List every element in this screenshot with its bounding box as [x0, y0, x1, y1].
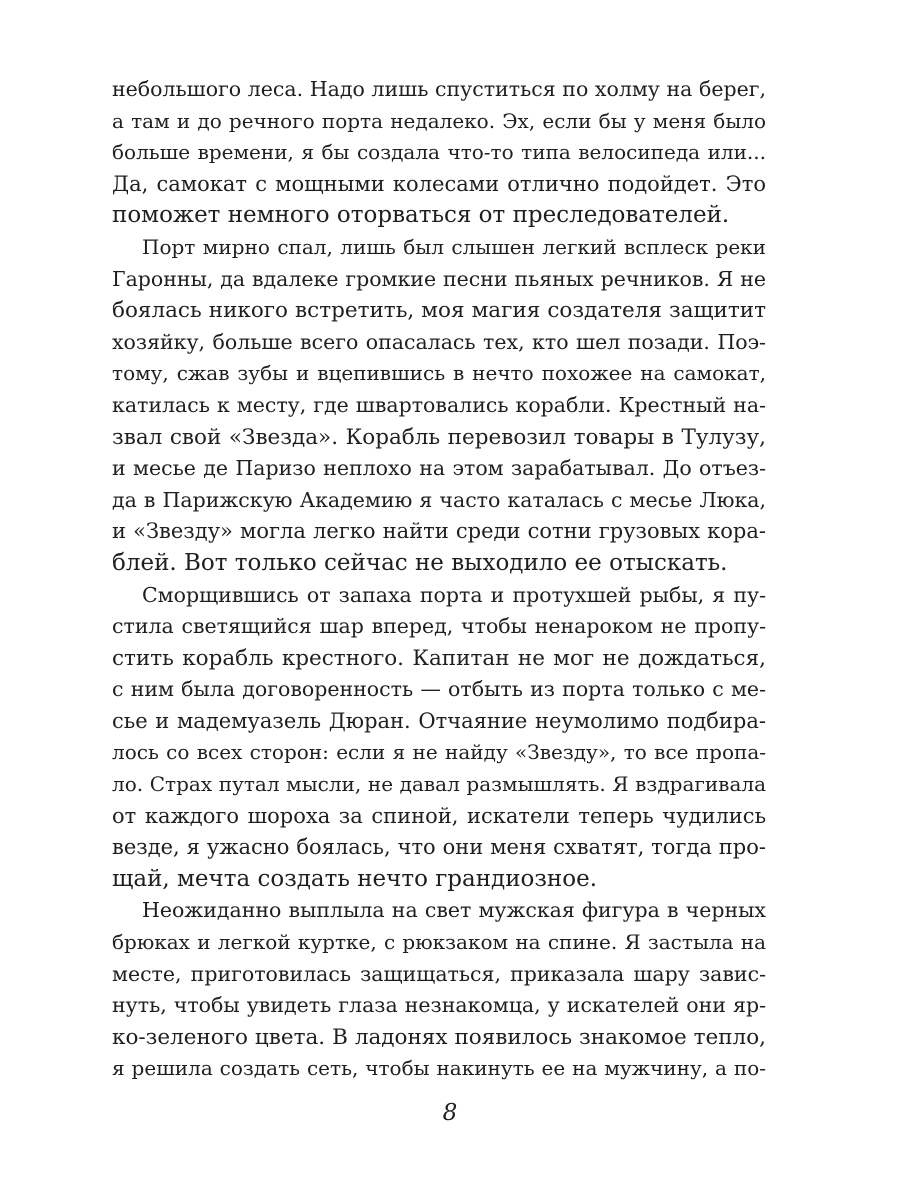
page-number: 8	[442, 1100, 458, 1126]
text-line: тому, сжав зубы и вцепившись в нечто похожее на самокат,	[112, 361, 766, 386]
text-line: сье и мадемуазель Дюран. Отчаяние неумолимо подбира-	[112, 708, 766, 733]
text-line: ко-зеленого цвета. В ладонях появилось знакомое тепло,	[112, 1024, 766, 1050]
text-line: щай, мечта создать нечто грандиозное.	[112, 865, 598, 892]
text-line: Гаронны, да вдалеке громкие песни пьяных речников. Я не	[112, 266, 766, 291]
text-line: и «Звезду» могла легко найти среди сотни грузовых кора-	[112, 519, 766, 544]
text-line: небольшого леса. Надо лишь спуститься по холму на берег,	[112, 77, 766, 101]
text-line: катилась к месту, где швартовались корабли. Крестный на-	[112, 392, 766, 417]
text-line: Неожиданно выплыла на свет мужская фигура в черных	[142, 898, 766, 923]
text-line: стить корабль крестного. Капитан не мог не дождаться,	[112, 645, 766, 671]
text-line: а там и до речного порта недалеко. Эх, если бы у меня было	[112, 108, 766, 133]
text-line: блей. Вот только сейчас не выходило ее отыскать.	[112, 549, 728, 576]
text-line: с ним была договоренность — отбыть из порта только с ме-	[112, 677, 766, 702]
text-line: месте, приготовилась защищаться, приказала шару завис-	[112, 961, 766, 986]
text-line: везде, я ужасно боялась, что они меня схватят, тогда про-	[112, 835, 766, 860]
text-line: стила светящийся шар вперед, чтобы ненароком не пропу-	[112, 614, 766, 639]
text-line: поможет немного оторваться от преследователей.	[112, 202, 730, 229]
text-line: Порт мирно спал, лишь был слышен легкий всплеск реки	[142, 234, 766, 259]
text-line: ло. Страх путал мысли, не давал размышлять. Я вздрагивала	[112, 772, 766, 797]
text-line: хозяйку, больше всего опасалась тех, кто шел позади. Поэ-	[112, 329, 766, 354]
text-line: да в Парижскую Академию я часто каталась с месье Люка,	[112, 487, 766, 512]
text-line: звал свой «Звезда». Корабль перевозил товары в Тулузу,	[112, 424, 766, 450]
text-line: я решила создать сеть, чтобы накинуть ее на мужчину, а по-	[112, 1056, 766, 1081]
text-line: нуть, чтобы увидеть глаза незнакомца, у искателей они яр-	[112, 993, 766, 1018]
text-line: от каждого шороха за спиной, искатели теперь чудились	[112, 803, 766, 828]
text-line: брюках и легкой куртке, с рюкзаком на спине. Я застыла на	[112, 930, 766, 955]
text-line: Сморщившись от запаха порта и протухшей рыбы, я пу-	[142, 582, 766, 607]
text-line: больше времени, я бы создала что-то типа велосипеда или...	[112, 140, 766, 165]
text-line: лось со всех сторон: если я не найду «Звезду», то все пропа-	[112, 740, 766, 765]
body-text	[112, 74, 766, 1085]
text-line: Да, самокат с мощными колесами отлично подойдет. Это	[112, 171, 766, 196]
text-line: боялась никого встретить, моя магия создателя защитит	[112, 298, 766, 324]
text-line: и месье де Паризо неплохо на этом зарабатывал. До отъез-	[112, 456, 766, 481]
